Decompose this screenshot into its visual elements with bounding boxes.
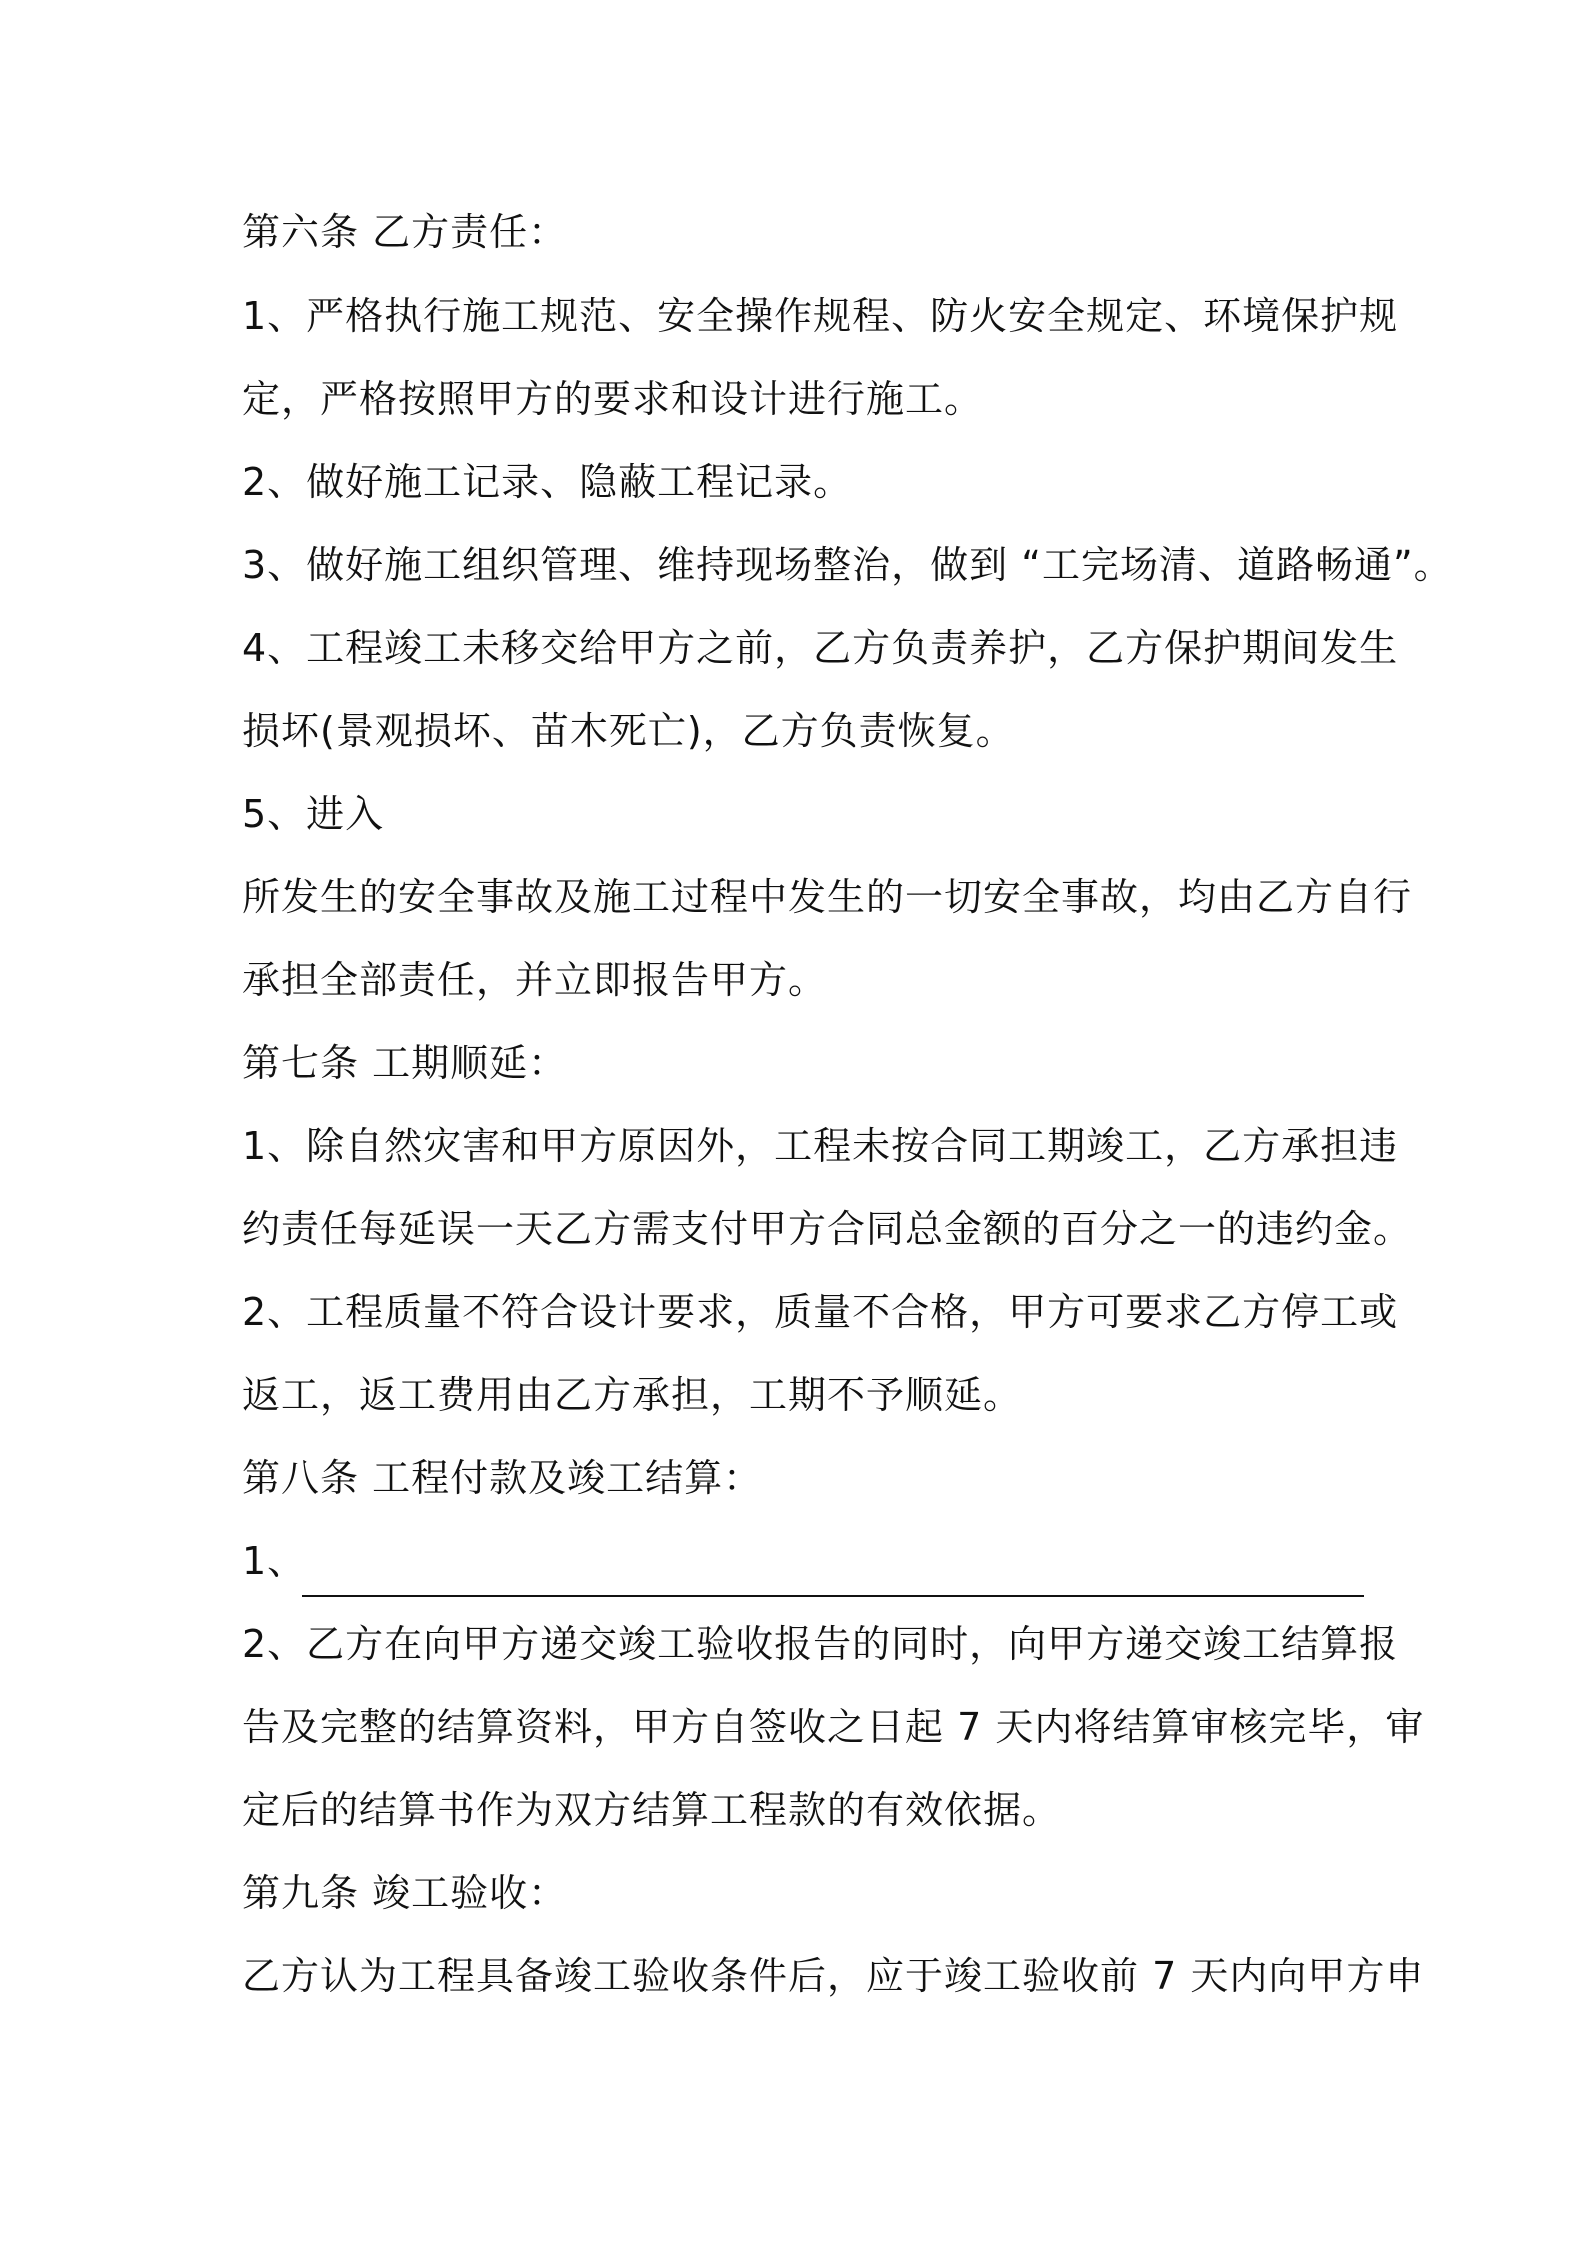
fill-in-blank-line [302, 1595, 1364, 1597]
article-7-item-1-line-1: 1、除自然灾害和甲方原因外，工程未按合同工期竣工，乙方承担违 [242, 1124, 1399, 1168]
article-6-item-2: 2、做好施工记录、隐蔽工程记录。 [242, 460, 853, 504]
article-6-heading: 第六条 乙方责任： [242, 210, 568, 254]
article-6-item-5-line-3: 承担全部责任，并立即报告甲方。 [242, 958, 828, 1002]
article-7-heading: 第七条 工期顺延： [242, 1041, 568, 1085]
article-6-item-5-line-2: 所发生的安全事故及施工过程中发生的一切安全事故，均由乙方自行 [242, 875, 1413, 919]
article-8-item-2-line-1: 2、乙方在向甲方递交竣工验收报告的同时，向甲方递交竣工结算报 [242, 1622, 1399, 1666]
article-9-body-line-1: 乙方认为工程具备竣工验收条件后，应于竣工验收前 7 天内向甲方申 [242, 1954, 1425, 1998]
article-7-item-2-line-2: 返工，返工费用由乙方承担，工期不予顺延。 [242, 1373, 1023, 1417]
article-6-item-1-line-1: 1、严格执行施工规范、安全操作规程、防火安全规定、环境保护规 [242, 294, 1399, 338]
article-9-heading: 第九条 竣工验收： [242, 1871, 568, 1915]
article-8-item-2-line-3: 定后的结算书作为双方结算工程款的有效依据。 [242, 1788, 1062, 1832]
article-6-item-4-line-2: 损坏(景观损坏、苗木死亡)，乙方负责恢复。 [242, 709, 1015, 753]
article-6-item-4-line-1: 4、工程竣工未移交给甲方之前，乙方负责养护，乙方保护期间发生 [242, 626, 1399, 670]
article-8-heading: 第八条 工程付款及竣工结算： [242, 1456, 763, 1500]
article-8-item-2-line-2: 告及完整的结算资料，甲方自签收之日起 7 天内将结算审核完毕，审 [242, 1705, 1425, 1749]
article-6-item-5-line-1: 5、进入 [242, 792, 385, 836]
article-7-item-2-line-1: 2、工程质量不符合设计要求，质量不合格，甲方可要求乙方停工或 [242, 1290, 1399, 1334]
article-7-item-1-line-2: 约责任每延误一天乙方需支付甲方合同总金额的百分之一的违约金。 [242, 1207, 1413, 1251]
article-8-item-1-row [242, 1537, 1362, 1597]
article-8-item-1-number: 1、 [242, 1539, 307, 1583]
article-6-item-3: 3、做好施工组织管理、维持现场整治，做到 “工完场清、道路畅通”。 [242, 543, 1453, 587]
article-6-item-1-line-2: 定，严格按照甲方的要求和设计进行施工。 [242, 377, 984, 421]
